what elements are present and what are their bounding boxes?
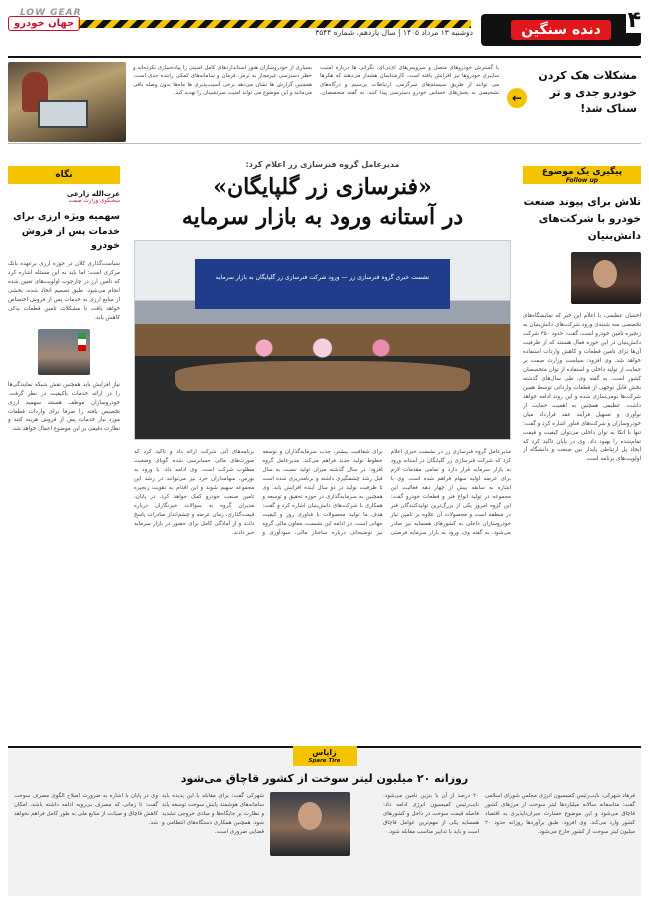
right-column — [523, 166, 641, 736]
flower-arrangement — [225, 333, 420, 363]
right-column-header — [523, 166, 641, 184]
left-article-body-1: سیاست‌گذاری کلان در حوزه ارزی برعهده بانک مرکزی است؛ اما باید به این مسئله اشاره کرد که تامین ارز در چارچوب اولویت‌های تعیین شده انجام می‌شود. طبق تصمیم اتخاذ شده، بخشی از منابع ارزی به خدمات پس از فروش اختصاص خواهد یافت تا مشکلات تامین قطعات یدکی کاهش یابد. — [8, 261, 120, 321]
bottom-article-photo — [270, 792, 350, 856]
bottom-column-4: وی در پایان با اشاره به ضرورت اصلاح الگوی مصرف سوخت گفت: تا زمانی که مصرف بی‌رویه ادامه داشته باشد، امکان کاهش قاچاق و صیانت از منابع ملی به طور کامل فراهم نخواهد شد. — [14, 793, 158, 826]
brand-logo: جهان خودرو — [8, 16, 80, 31]
left-column-header: نگاه — [8, 166, 120, 184]
left-article-title[interactable]: سهمیه ویژه ارزی برای خدمات پس از فروش خودرو — [13, 211, 120, 252]
bottom-column-2: ۲۰ درصد از آن با بنزین تامین می‌شود. نایب‌رئیس کمیسیون انرژی ادامه داد: فاصله قیمت سوخت در داخل و کشورهای همسایه یکی از مهم‌ترین عوامل قاچاق است و باید با تدابیر مناسب مقابله شود. — [383, 793, 479, 835]
main-kicker: مدیرعامل گروه فنرسازی زر اعلام کرد: — [245, 160, 400, 169]
photo-banner: نشست خبری گروه فنرسازی زر — ورود شرکت فنرسازی زر گلپایگان به بازار سرمایه — [195, 259, 450, 309]
right-article-photo — [571, 252, 641, 304]
bottom-tag-label: زاپاس — [312, 748, 337, 757]
low-gear-label: LOW GEAR — [20, 8, 82, 18]
left-column — [8, 166, 120, 736]
teaser-box — [8, 56, 641, 144]
bottom-article-title[interactable]: روزانه ۲۰ میلیون لیتر سوخت از کشور قاچاق می‌شود — [180, 772, 469, 785]
conference-table — [175, 361, 470, 391]
hazard-stripe — [78, 20, 471, 28]
right-header-en: Follow up — [565, 176, 599, 184]
bottom-article — [8, 746, 641, 896]
headline-line-2: در آستانه ورود به بازار سرمایه — [181, 203, 464, 230]
main-article — [128, 160, 517, 740]
left-author: عزت‌الله زارعی — [66, 190, 120, 198]
arrow-left-icon[interactable]: ← — [507, 88, 527, 108]
right-header-label: پیگیری یک موضوع — [541, 166, 623, 177]
page-header — [8, 8, 641, 50]
section-title: دنده سنگین — [511, 20, 611, 40]
dateline: دوشنبه ۱۳ مرداد ۱۴۰۵ | سال یازدهم، شماره ۳۵۴۴ — [315, 28, 473, 37]
right-article-title[interactable]: تلاش برای پیوند صنعت خودرو با شرکت‌های دانش‌بنیان — [523, 196, 641, 242]
headline-line-1: «فنرسازی زر گلپایگان» — [213, 174, 432, 200]
right-article-body: احسان عظیمی، با اعلام این خبر که نمایشگاه‌های تخصصی سه شنبه‌ی ورود شرکت‌های دانش‌بنیان به زنجیره تامین خودرو است، گفت: حدود ۳۵۰ شرکت دانش‌بنیان در این حوزه فعال هستند که از ظرفیت آن‌ها برای تامین قطعات و کاهش واردات استفاده خواهد شد. وی افزود: سیاست وزارت صمت بر حمایت از تولید داخلی و استفاده از توان متخصصان کشور است. به گفته وی، طی سال‌های گذشته بخش قابل توجهی از قطعات وارداتی توسط همین شرکت‌ها بومی‌سازی شده و این روند ادامه خواهد داشت. عظیمی همچنین به اهمیت حمایت از نوآوری و تسهیل فرآیند عقد قرارداد میان خودروسازان و شرکت‌های فناور اشاره کرد و گفت: تنها با اتکا به توان داخلی می‌توان کیفیت و قیمت تمام‌شده را بهبود داد. وی در پایان تاکید کرد که ایجاد پل ارتباطی پایدار بین صنعت و دانشگاه از اولویت‌های برنامه است. — [523, 313, 641, 463]
teaser-title[interactable]: مشکلات هک کردن خودرو جدی و تر سناک شد! — [538, 69, 637, 115]
teaser-photo — [8, 62, 126, 142]
left-article-body-2: نیاز افزایش باید همچنین نقش شبکه نمایندگی‌ها را در ارائه خدمات باکیفیت در نظر گرفت. خودروسازان موظف هستند سهمیه ارزی تخصیص یافته را صرفا برای واردات قطعات مورد نیاز خدمات پس از فروش هزینه کنند و نظارت دقیقی بر این موضوع اعمال خواهد شد. — [8, 381, 120, 433]
laptop-figure — [38, 100, 88, 128]
bottom-section-tag — [292, 746, 356, 766]
main-headline[interactable] — [128, 173, 517, 232]
flag-icon — [78, 333, 86, 351]
main-article-body: مدیرعامل گروه فنرسازی زر در نشست خبری اعلام کرد که شرکت فنرسازی زر گلپایگان در آستانه ورود به بازار سرمایه قرار دارد و تمامی مقدمات لازم برای عرضه اولیه سهام فراهم شده است. وی با اشاره به سابقه بیش از چهار دهه فعالیت این مجموعه در تولید انواع فنر و قطعات خودرو گفت: این گروه امروز یکی از بزرگ‌ترین تولیدکنندگان فنر در منطقه است و محصولات آن علاوه بر تامین نیاز خودروسازان داخلی به کشورهای همسایه نیز صادر می‌شود. به گفته وی، ورود به بازار سرمایه فرصتی برای شفافیت بیشتر، جذب سرمایه‌گذاران و توسعه خطوط تولید جدید فراهم می‌کند. مدیرعامل گروه افزود: در سال گذشته میزان تولید نسبت به سال قبل رشد چشمگیری داشته و برنامه‌ریزی شده است تا ظرفیت تولید در دو سال آینده افزایش یابد. وی همچنین به سرمایه‌گذاری در حوزه تحقیق و توسعه و همکاری با شرکت‌های دانش‌بنیان اشاره کرد و گفت: هدف ما تولید محصولات با فناوری روز و کیفیت جهانی است. در ادامه این نشست، معاون مالی گروه نیز توضیحاتی درباره ساختار مالی، سودآوری و برنامه‌های آتی شرکت ارائه داد و تاکید کرد که صورت‌های مالی حسابرسی شده گویای وضعیت مطلوب شرکت است. وی ادامه داد: با ورود به بورس، سهامداران خرد نیز می‌توانند در رشد این مجموعه سهیم شوند و این اقدام به تقویت زنجیره تامین صنعت خودرو کمک خواهد کرد. در پایان، مدیران گروه به سوالات خبرنگاران درباره قیمت‌گذاری، زمان عرضه و چشم‌انداز صادرات پاسخ دادند و از آمادگی کامل برای حضور در بازار سرمایه خبر دادند. — [134, 449, 511, 536]
bottom-tag-en: Spare Tire — [308, 757, 341, 764]
bottom-column-1: فرهاد شهرکی، نایب‌رئیس کمیسیون انرژی مجلس شورای اسلامی گفت: متاسفانه سالانه میلیاردها لیتر سوخت از مرزهای کشور قاچاق می‌شود و این موضوع خسارت جبران‌ناپذیری به اقتصاد کشور وارد می‌کند. وی افزود: طبق برآوردها روزانه حدود ۲۰ میلیون لیتر سوخت از کشور خارج می‌شود. — [485, 793, 635, 835]
bottom-column-3: شهرکی گفت: برای مقابله با این پدیده باید سامانه‌های هوشمند پایش سوخت توسعه یابد و نظارت بر جایگاه‌ها و مبادی خروجی تشدید شود. همچنین همکاری دستگاه‌های انتظامی و قضایی ضروری است. — [162, 793, 264, 835]
main-photo — [134, 240, 511, 440]
section-tag — [481, 8, 641, 46]
page-number: ۴ — [627, 8, 641, 33]
left-article-photo — [38, 329, 90, 375]
left-author-role: سخنگوی وزارت صمت — [68, 198, 120, 204]
teaser-text: با گسترش خودروهای متصل و سرویس‌های ای‌تی‌ای، نگرانی ها درباره امنیت سایبری خودروها نیز افزایش یافته است. کارشناسان هشدار می‌دهند که هکرها می توانند از طریق سیستم‌های سرگرمی، ارتباطات بی‌سیم و درگاه‌های تشخیصی به بخش‌های حساس خودرو دسترسی پیدا کنند. به گفته متخصصان، بسیاری از خودروسازان هنوز استانداردهای کامل امنیتی را پیاده‌سازی نکرده‌اند و خطر دسترسی غیرمجاز به ترمز، فرمان و سامانه‌های کمکی راننده جدی است. همچنین گزارش ها نشان می‌دهد برخی آسیب‌پذیری ها ماه‌ها بدون وصله باقی می‌مانند و این موضوع می تواند امنیت سرنشینان را تهدید کند. — [133, 65, 499, 97]
